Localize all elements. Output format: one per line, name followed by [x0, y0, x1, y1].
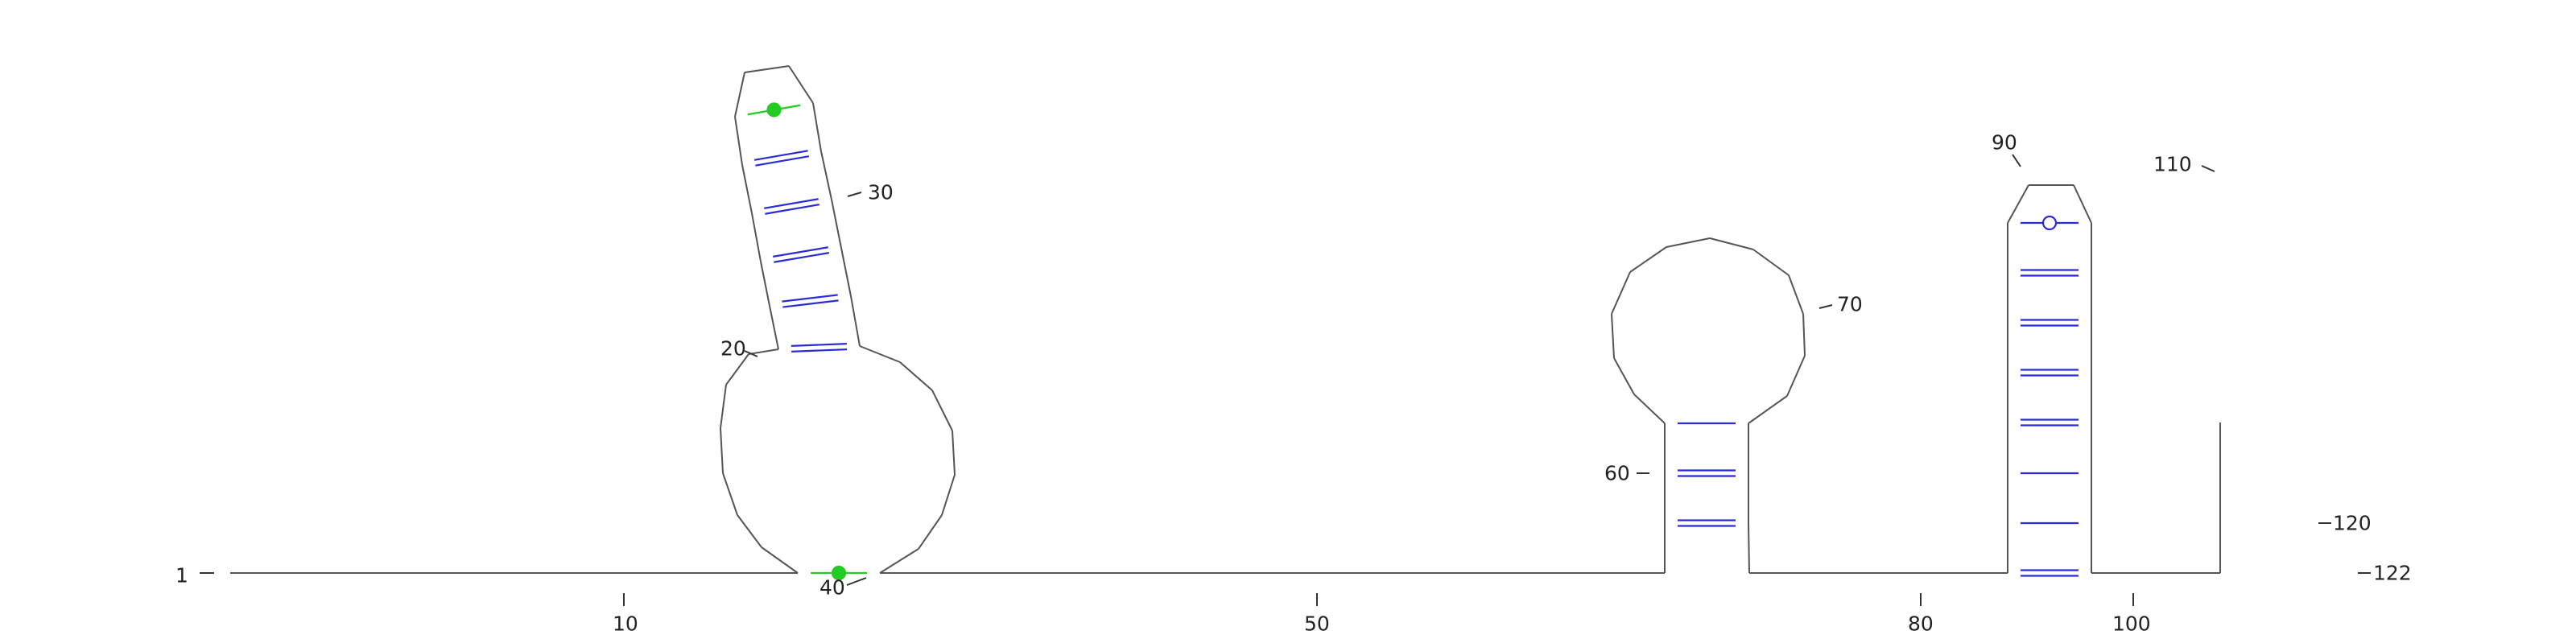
- backbone-link: [1710, 238, 1753, 249]
- backbone-link: [1787, 356, 1805, 396]
- backbone-link: [832, 200, 841, 248]
- backbone-link: [1748, 396, 1787, 423]
- backbone-link: [720, 428, 723, 473]
- label-10: 10: [613, 612, 638, 636]
- label-60: 60: [1604, 461, 1630, 485]
- backbone-link: [745, 66, 789, 72]
- tick-30: [848, 192, 861, 196]
- canonical-pair: [782, 300, 838, 307]
- backbone-link: [737, 515, 762, 547]
- label-70: 70: [1837, 292, 1863, 316]
- backbone-link: [789, 66, 813, 103]
- backbone-link: [821, 151, 832, 200]
- backbone: [230, 66, 2220, 573]
- backbone-link: [1753, 249, 1789, 275]
- label-110: 110: [2153, 152, 2192, 176]
- label-30: 30: [868, 180, 894, 204]
- backbone-link: [770, 306, 778, 349]
- backbone-link: [932, 390, 952, 431]
- backbone-link: [720, 385, 726, 428]
- position-labels: [175, 131, 2412, 636]
- backbone-link: [851, 296, 860, 346]
- backbone-link: [1614, 358, 1634, 394]
- backbone-link: [749, 349, 778, 354]
- base-pairs: [748, 104, 2079, 580]
- label-122: 122: [2373, 561, 2412, 585]
- wobble-pair-marker: [2043, 216, 2056, 229]
- backbone-link: [761, 262, 770, 306]
- tick-70: [1819, 305, 1832, 308]
- tick-90: [2013, 155, 2021, 167]
- backbone-link: [1630, 247, 1666, 272]
- label-40: 40: [819, 575, 845, 600]
- label-50: 50: [1304, 612, 1330, 636]
- backbone-link: [919, 515, 942, 549]
- canonical-pair: [782, 295, 837, 301]
- backbone-link: [813, 103, 821, 151]
- noncanonical-pair-marker: [768, 104, 781, 117]
- backbone-link: [1634, 394, 1665, 423]
- backbone-link: [2008, 185, 2029, 223]
- backbone-link: [723, 473, 737, 515]
- canonical-pair: [791, 349, 847, 352]
- backbone-link: [952, 431, 955, 475]
- backbone-link: [841, 248, 851, 296]
- backbone-link: [1612, 272, 1630, 314]
- label-80: 80: [1908, 612, 1934, 636]
- backbone-link: [735, 117, 742, 165]
- backbone-link: [752, 213, 761, 262]
- label-90: 90: [1992, 130, 2017, 155]
- tick-110: [2202, 166, 2215, 171]
- backbone-link: [1612, 314, 1614, 358]
- backbone-link: [762, 547, 798, 573]
- tick-40: [847, 578, 866, 585]
- backbone-link: [942, 475, 955, 515]
- backbone-link: [1803, 314, 1805, 356]
- backbone-link: [900, 362, 932, 390]
- backbone-link: [735, 72, 745, 117]
- canonical-pair: [791, 344, 847, 346]
- label-100: 100: [2112, 612, 2151, 636]
- label-120: 120: [2333, 511, 2372, 535]
- backbone-link: [2074, 185, 2091, 223]
- backbone-link: [1789, 275, 1803, 314]
- backbone-link: [880, 549, 919, 573]
- backbone-link: [860, 346, 900, 362]
- backbone-link: [1748, 523, 1749, 573]
- label-20: 20: [720, 336, 746, 361]
- backbone-link: [1666, 238, 1710, 247]
- backbone-link: [742, 165, 752, 213]
- label-1: 1: [175, 563, 188, 587]
